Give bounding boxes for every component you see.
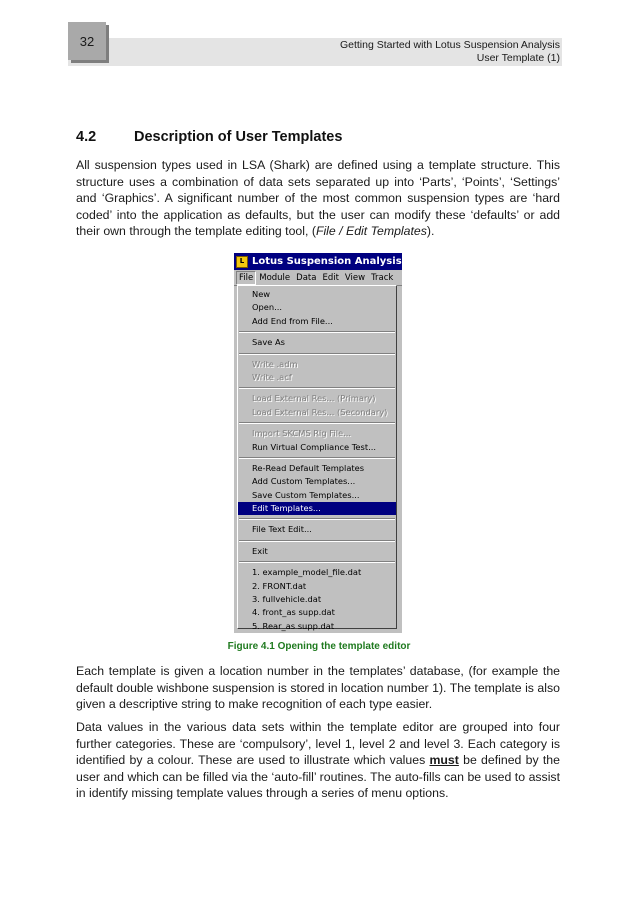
running-header-doc-title: Getting Started with Lotus Suspension Analysis — [339, 39, 560, 51]
section-title: Description of User Templates — [134, 129, 343, 145]
menu-separator — [239, 353, 395, 355]
figure-screenshot — [234, 253, 437, 633]
menu-item-save-custom-templates[interactable]: Save Custom Templates... — [252, 489, 360, 500]
menu-item-load-external-res-primary: Load External Res... (Primary) — [252, 393, 376, 404]
menu-item-2-front-dat[interactable]: 2. FRONT.dat — [252, 580, 307, 591]
figure-caption: Figure 4.1 Opening the template editor — [227, 641, 411, 652]
intro-tail: ). — [426, 224, 435, 238]
menu-separator — [239, 457, 395, 459]
menu-item-re-read-default-templates[interactable]: Re-Read Default Templates — [252, 462, 365, 473]
menu-item-5-rear-as-supp-dat[interactable]: 5. Rear_as supp.dat — [252, 620, 335, 631]
menubar-item-view[interactable]: View — [344, 272, 366, 283]
menu-item-write-adm: Write .adm — [252, 358, 298, 369]
menu-item-file-text-edit[interactable]: File Text Edit... — [252, 524, 312, 535]
page-number: 32 — [68, 22, 106, 60]
menu-item-new[interactable]: New — [252, 289, 271, 299]
running-header — [340, 39, 560, 65]
menu-separator — [239, 331, 395, 333]
paragraph3-emphasis: must — [429, 753, 459, 767]
paragraph3-before: Data values in the various data sets within the template editor are grouped into four further categories. These are ‘compulsory’, level 1, level 2 and level 3. Each category is identified by a colour. These are used to illustrate which values — [76, 720, 560, 767]
menu-item-open[interactable]: Open... — [252, 302, 283, 313]
menu-separator — [239, 540, 395, 542]
menu-item-save-as[interactable]: Save As — [252, 337, 286, 348]
paragraph3-after: be defined by the user and which can be filled via the ‘auto-fill’ routines. The auto-fills can be used to assist in identify missing template values through a series of menu options. — [76, 753, 560, 800]
menu-item-4-front-as-supp-dat[interactable]: 4. front_as supp.dat — [252, 607, 335, 618]
menu-separator — [239, 387, 395, 389]
menu-item-load-external-res-secondary: Load External Res... (Secondary) — [252, 406, 388, 417]
menu-item-import-skcms-rig-file: Import SKCMS Rig File... — [252, 428, 352, 439]
menu-item-add-custom-templates[interactable]: Add Custom Templates... — [252, 476, 356, 487]
menu-item-1-example-model-file-dat[interactable]: 1. example_model_file.dat — [252, 567, 362, 578]
menu-item-3-fullvehicle-dat[interactable]: 3. fullvehicle.dat — [252, 594, 322, 605]
menu-item-edit-templates[interactable]: Edit Templates... — [238, 502, 396, 515]
window-titlebar — [234, 253, 437, 270]
menu-item-run-virtual-compliance-test[interactable]: Run Virtual Compliance Test... — [252, 441, 377, 452]
file-menu-dropdown — [237, 285, 397, 629]
menubar-item-file[interactable]: File — [236, 271, 256, 285]
menubar-item-data[interactable]: Data — [296, 272, 317, 283]
intro-text: All suspension types used in LSA (Shark) are defined using a template structure. This structure uses a combination of data sets separated up into ‘Parts’, ‘Points’, ‘Settings’ and ‘Graphics’. A significant number of the most common suspension types are ‘hard coded’ into the application as defaults, but the user can modify these ‘defaults’ or add their own through the template editing tool, ( — [76, 158, 560, 238]
menu-item-write-acf: Write .acf — [252, 371, 292, 382]
menubar — [234, 270, 402, 286]
intro-paragraph — [76, 157, 560, 240]
menu-separator — [239, 561, 395, 563]
menu-separator — [239, 518, 395, 520]
menu-separator — [239, 422, 395, 424]
lotus-logo-icon: L — [236, 256, 248, 268]
section-number: 4.2 — [76, 129, 97, 145]
menubar-item-module[interactable]: Module — [259, 272, 291, 283]
paragraph-template-location: Each template is given a location number in the templates’ database, (for example the default double wishbone suspension is stored in location number 1). The template is also given a descriptive string to make recognition of each type easier. — [76, 664, 560, 711]
intro-menu-path: File / Edit Templates — [315, 224, 427, 238]
running-header-section: User Template (1) — [476, 52, 560, 64]
menu-item-exit[interactable]: Exit — [252, 545, 268, 556]
paragraph-data-categories — [76, 719, 560, 802]
section-heading — [76, 129, 342, 145]
menubar-item-track[interactable]: Track — [371, 272, 394, 283]
menubar-item-edit[interactable]: Edit — [322, 272, 339, 283]
menu-item-add-end-from-file[interactable]: Add End from File... — [252, 315, 333, 326]
window-title: Lotus Suspension Analysis v4.02 — [252, 256, 437, 267]
